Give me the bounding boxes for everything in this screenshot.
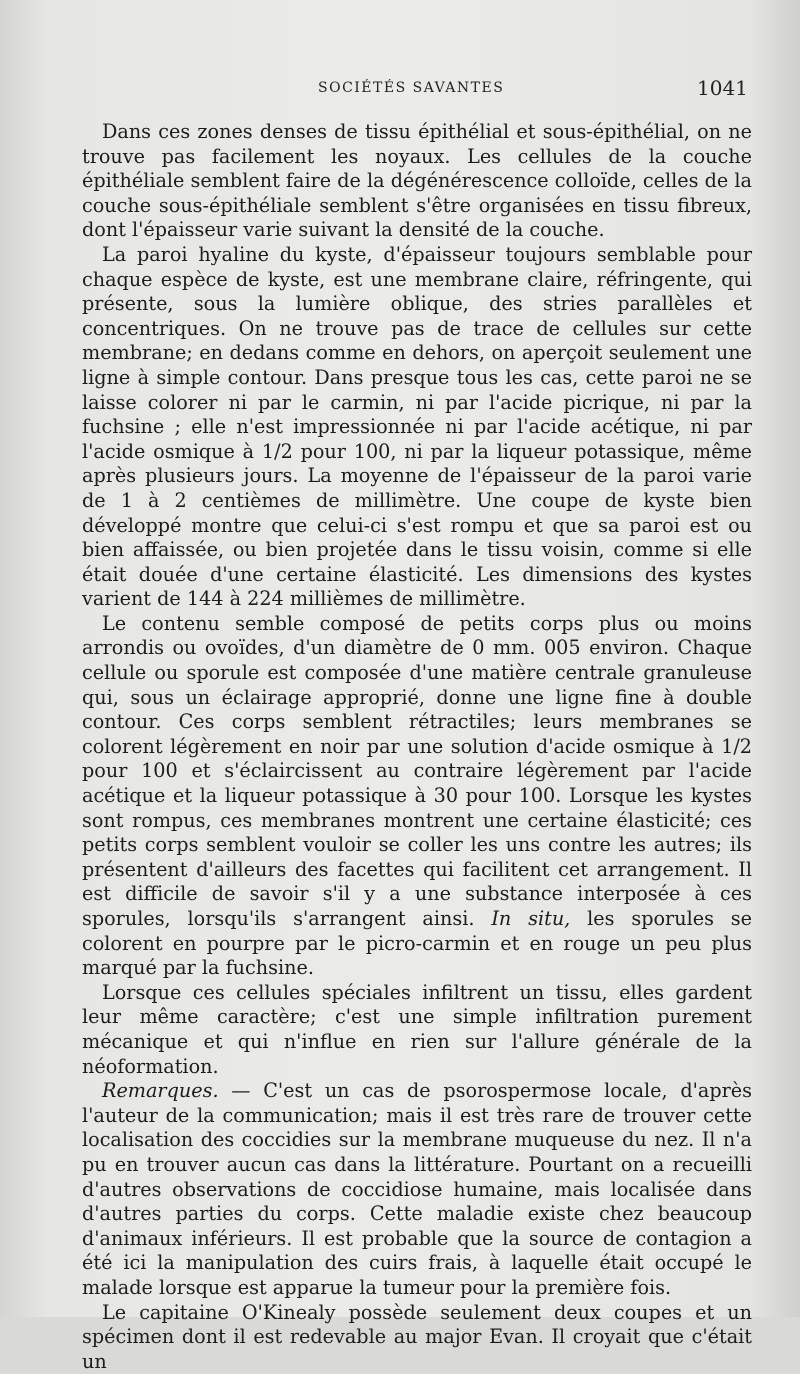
page-header [0,76,800,102]
page-number: 1041 [697,76,748,100]
body-text [82,120,752,1374]
paragraph: Remarques. — C'est un cas de psorospermose locale, d'après l'auteur de la communication; mais il est très rare de trouver cette localisation des coccidies sur la membrane muqueuse du nez. Il n'a pu en trouver aucun cas dans la littérature. Pourtant on a recueilli d'autres observations de coccidiose humaine, mais localisée dans d'autres parties du corps. Cette maladie existe chez beaucoup d'animaux inférieurs. Il est probable que la source de contagion a été ici la manipulation des cuirs frais, à laquelle était occupé le malade lorsque est apparue la tumeur pour la première fois. [82,1079,752,1300]
paragraph: Le capitaine O'Kinealy possède seulement deux coupes et un spécimen dont il est redevable au major Evan. Il croyait que c'était un [82,1301,752,1374]
paragraph: Dans ces zones denses de tissu épithélial et sous-épithélial, on ne trouve pas facilement les noyaux. Les cellules de la couche épithéliale semblent faire de la dégénérescence colloïde, celles de la couche sous-épithéliale semblent s'être organisées en tissu fibreux, dont l'épaisseur varie suivant la densité de la couche. [82,120,752,243]
italic-term: In situ, [491,907,570,930]
italic-term: Remarques. [102,1079,219,1102]
running-title: SOCIÉTÉS SAVANTES [318,80,504,96]
paragraph: La paroi hyaline du kyste, d'épaisseur toujours semblable pour chaque espèce de kyste, est une membrane claire, réfringente, qui présente, sous la lumière oblique, des stries parallèles et concentriques. On ne trouve pas de trace de cellules sur cette membrane; en dedans comme en dehors, on aperçoit seulement une ligne à simple contour. Dans presque tous les cas, cette paroi ne se laisse colorer ni par le carmin, ni par l'acide picrique, ni par la fuchsine ; elle n'est impressionnée ni par l'acide acétique, ni par l'acide osmique à 1/2 pour 100, ni par la liqueur potassique, même après plusieurs jours. La moyenne de l'épaisseur de la paroi varie de 1 à 2 centièmes de millimètre. Une coupe de kyste bien développé montre que celui-ci s'est rompu et que sa paroi est ou bien affaissée, ou bien projetée dans le tissu voisin, comme si elle était douée d'une certaine élasticité. Les dimensions des kystes varient de 144 à 224 millièmes de millimètre. [82,243,752,612]
paragraph: Le contenu semble composé de petits corps plus ou moins arrondis ou ovoïdes, d'un diamètre de 0 mm. 005 environ. Chaque cellule ou sporule est composée d'une matière centrale granuleuse qui, sous un éclairage approprié, donne une ligne fine à double contour. Ces corps semblent rétractiles; leurs membranes se colorent légèrement en noir par une solution d'acide osmique à 1/2 pour 100 et s'éclaircissent au contraire légèrement par l'acide acétique et la liqueur potassique à 30 pour 100. Lorsque les kystes sont rompus, ces membranes montrent une certaine élasticité; ces petits corps semblent vouloir se coller les uns contre les autres; ils présentent d'ailleurs des facettes qui facilitent cet arrangement. Il est difficile de savoir s'il y a une substance interposée à ces sporules, lorsqu'ils s'arrangent ainsi. In situ, les sporules se colorent en pourpre par le picro-carmin et en rouge un peu plus marqué par la fuchsine. [82,612,752,981]
paragraph: Lorsque ces cellules spéciales infiltrent un tissu, elles gardent leur même caractère; c'est une simple infiltration purement mécanique et qui n'influe en rien sur l'allure générale de la néoformation. [82,981,752,1079]
